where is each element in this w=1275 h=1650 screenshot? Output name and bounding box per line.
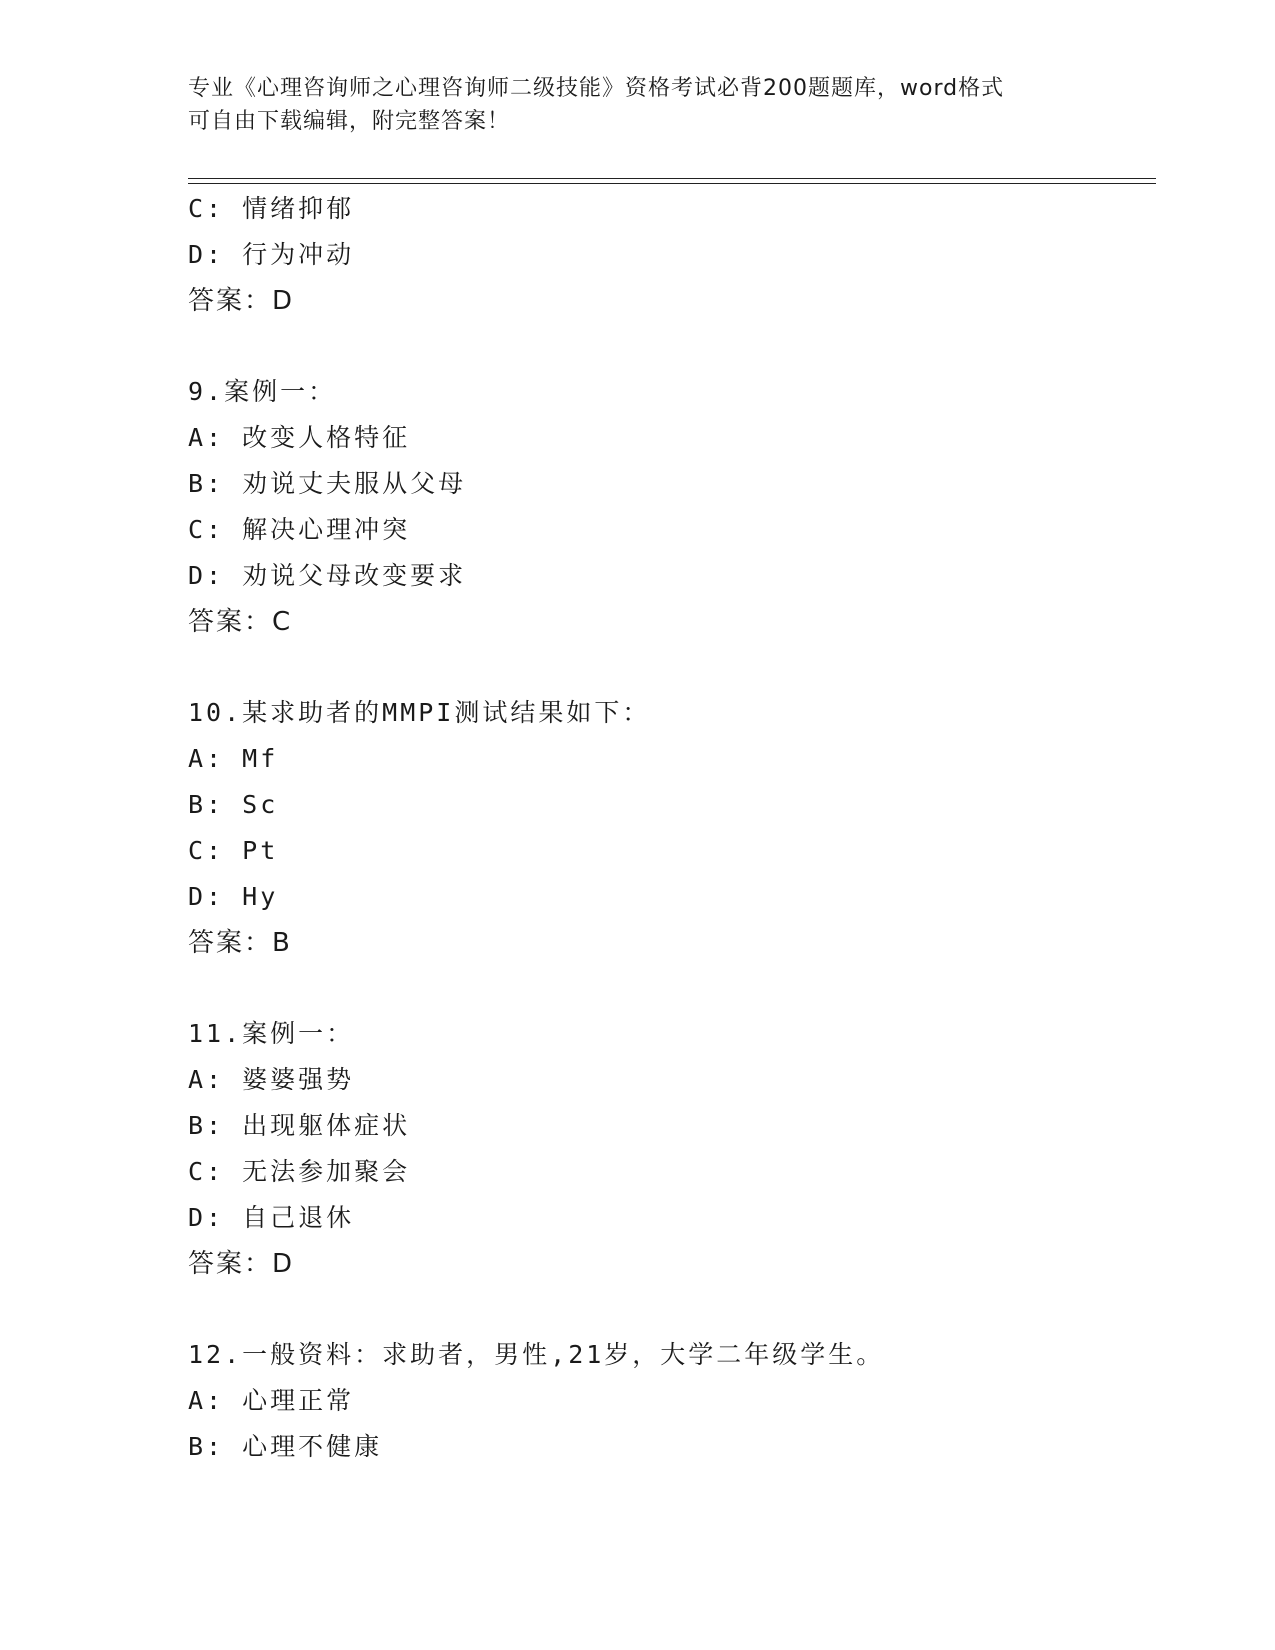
question-text: 10.某求助者的MMPI测试结果如下： (188, 698, 651, 727)
option-b: B: 心理不健康 (188, 1432, 383, 1461)
option-b: B: 劝说丈夫服从父母 (188, 469, 467, 498)
option-c: C: 情绪抑郁 (188, 194, 355, 223)
spacer (188, 324, 1156, 369)
option-d: D: 自己退休 (188, 1203, 355, 1232)
option-c: C: 无法参加聚会 (188, 1157, 411, 1186)
option-d: D: 劝说父母改变要求 (188, 561, 467, 590)
header-line-1: 专业《心理咨询师之心理咨询师二级技能》资格考试必背200题题库，word格式 (188, 76, 1005, 101)
option-a: A: Mf (188, 744, 279, 773)
option-c: C: Pt (188, 836, 279, 865)
header-divider-bottom (188, 183, 1156, 184)
question-text: 9.案例一： (188, 377, 337, 406)
question-block (188, 369, 1156, 645)
option-a: A: 婆婆强势 (188, 1065, 355, 1094)
question-block (188, 1011, 1156, 1287)
option-d: D: Hy (188, 882, 279, 911)
question-text: 11.案例一： (188, 1019, 355, 1048)
option-a: A: 改变人格特征 (188, 423, 411, 452)
question-text: 12.一般资料：求助者，男性,21岁，大学二年级学生。 (188, 1340, 885, 1369)
option-c: C: 解决心理冲突 (188, 515, 411, 544)
header-divider-top (188, 178, 1156, 179)
question-block (188, 1332, 1156, 1470)
answer-label: 答案：B (188, 928, 292, 958)
answer-label: 答案：D (188, 1249, 295, 1279)
option-b: B: Sc (188, 790, 279, 819)
question-block (188, 690, 1156, 966)
spacer (188, 645, 1156, 690)
spacer (188, 966, 1156, 1011)
question-list (188, 186, 1156, 1470)
document-header (188, 72, 1088, 138)
option-a: A: 心理正常 (188, 1386, 355, 1415)
option-b: B: 出现躯体症状 (188, 1111, 411, 1140)
answer-label: 答案：C (188, 607, 293, 637)
question-block (188, 186, 1156, 324)
option-d: D: 行为冲动 (188, 240, 355, 269)
answer-label: 答案：D (188, 286, 295, 316)
header-line-2: 可自由下载编辑，附完整答案！ (188, 109, 511, 134)
spacer (188, 1287, 1156, 1332)
